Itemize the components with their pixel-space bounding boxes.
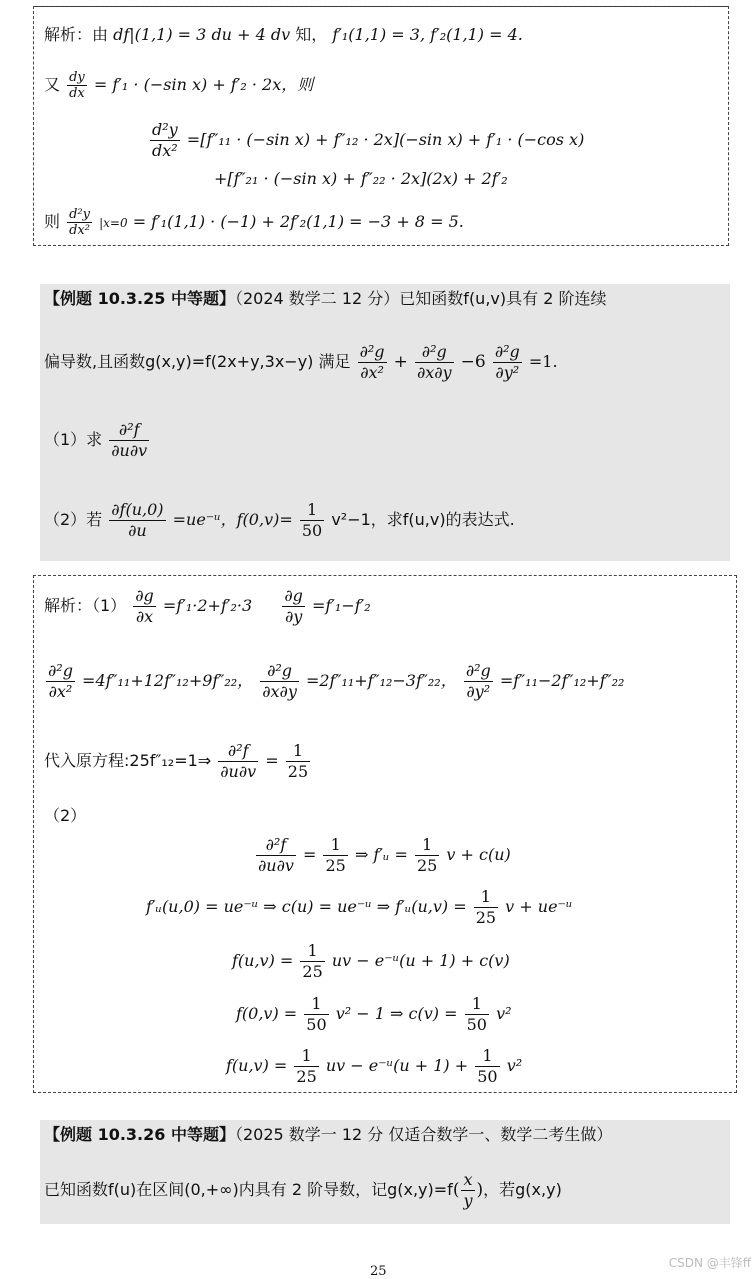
numerator: ∂²f <box>218 741 258 762</box>
example26-line-1 <box>44 1124 612 1146</box>
fraction <box>475 1046 499 1087</box>
solution1-line-2 <box>44 70 313 101</box>
denominator: 25 <box>475 908 497 927</box>
numerator: 1 <box>300 500 324 521</box>
math: +[f″₂₁ · (−sin x) + f″₂₂ · 2x](2x) + 2f′₂ <box>214 169 508 188</box>
numerator: d²y <box>69 207 90 222</box>
solution2-eq-2 <box>146 887 572 928</box>
text: =1. <box>528 352 558 371</box>
solution2-part-2-label <box>44 805 86 827</box>
numerator: ∂²f <box>256 835 296 856</box>
math: uv − e⁻ᵘ(u + 1) + c(v) <box>331 951 510 970</box>
example-header: 【例题 10.3.25 中等题】 <box>44 289 235 308</box>
numerator: 1 <box>294 1046 318 1067</box>
fraction <box>109 500 165 541</box>
fraction <box>256 835 296 876</box>
numerator: ∂²g <box>465 661 491 680</box>
numerator: ∂²g <box>48 661 73 680</box>
denominator: ∂u <box>128 521 147 540</box>
fraction <box>294 1046 318 1087</box>
numerator: 1 <box>286 741 310 762</box>
numerator: 1 <box>300 941 324 962</box>
fraction <box>415 342 454 383</box>
math: f(u,v) = <box>226 1056 288 1075</box>
text: 知， <box>295 25 328 44</box>
solution1-line-4 <box>214 168 508 190</box>
fraction <box>465 994 489 1035</box>
fraction <box>304 994 328 1035</box>
math: =2f″₁₁+f″₁₂−3f″₂₂， <box>305 671 457 690</box>
numerator: ∂g <box>284 586 303 605</box>
math: =f′₁−f′₂ <box>311 596 371 615</box>
example25-line-1 <box>44 288 606 310</box>
example-header: 【例题 10.3.26 中等题】 <box>44 1125 235 1144</box>
denominator: 25 <box>296 1067 317 1086</box>
solution2-eq-3 <box>232 941 510 982</box>
example-26-panel <box>40 1120 730 1224</box>
solution1-line-1 <box>44 24 523 46</box>
math: v + ue⁻ᵘ <box>505 897 573 916</box>
denominator: dx <box>69 86 85 101</box>
math: ⇒ f′ᵤ = <box>354 845 408 864</box>
numerator: 1 <box>304 994 328 1015</box>
text: 解析：（1） <box>44 596 127 615</box>
math: =4f″₁₁+12f″₁₂+9f″₂₂， <box>82 671 254 690</box>
watermark: CSDN @丰锋ff <box>668 1256 751 1270</box>
denominator: 50 <box>466 1015 487 1034</box>
numerator: dy <box>69 70 85 85</box>
numerator: ∂²g <box>359 342 385 361</box>
solution-box-2 <box>33 575 737 1093</box>
math: f′ᵤ(u,0) = ue⁻ᵘ ⇒ c(u) = ue⁻ᵘ ⇒ f′ᵤ(u,v) = <box>146 897 467 916</box>
minus: −6 <box>460 352 486 372</box>
example-25-panel <box>40 284 730 561</box>
evaluation-bar: |x=0 <box>99 216 128 230</box>
fraction <box>474 887 498 928</box>
denominator: 25 <box>302 962 323 981</box>
numerator: ∂²g <box>494 342 520 361</box>
numerator: ∂f(u,0) <box>111 500 164 519</box>
example-meta: （2025 数学一 12 分 仅适合数学一、数学二考生做） <box>234 1125 613 1144</box>
fraction <box>109 420 149 461</box>
fraction <box>300 500 324 541</box>
denominator: 25 <box>287 762 309 781</box>
denominator: dx² <box>69 223 90 238</box>
equals: = <box>265 751 279 770</box>
numerator: x <box>461 1170 474 1191</box>
denominator: ∂x² <box>360 363 384 382</box>
example25-question-2 <box>44 500 515 541</box>
denominator: ∂y <box>284 607 303 626</box>
solution2-line-2 <box>44 661 624 702</box>
text: 解析：由 <box>44 25 109 44</box>
fraction <box>300 941 324 982</box>
fraction <box>67 207 92 238</box>
denominator: 50 <box>306 1015 327 1034</box>
fraction <box>218 741 258 782</box>
page-number: 25 <box>370 1264 387 1279</box>
text: （2） <box>44 806 87 825</box>
denominator: ∂x∂y <box>416 363 452 382</box>
denominator: ∂y² <box>466 682 491 701</box>
math: =f′₁·2+f′₂·3 <box>162 596 253 615</box>
example25-question-1 <box>44 420 151 461</box>
numerator: ∂²f <box>109 420 149 441</box>
fraction <box>286 741 310 782</box>
denominator: ∂x∂y <box>262 682 297 701</box>
solution1-line-5 <box>44 207 464 238</box>
denominator: ∂x <box>135 607 154 626</box>
denominator: 50 <box>477 1067 498 1086</box>
math: =[f″₁₁ · (−sin x) + f″₁₂ · 2x](−sin x) + f′₁ · (−cos x) <box>186 130 585 149</box>
fraction <box>150 120 180 161</box>
solution2-eq-5 <box>226 1046 522 1087</box>
numerator: ∂²g <box>260 661 299 682</box>
denominator: ∂x² <box>48 682 73 701</box>
denominator: ∂y² <box>495 363 520 382</box>
fraction <box>415 835 439 876</box>
math: = f′₁(1,1) · (−1) + 2f′₂(1,1) = −3 + 8 = 5. <box>132 212 464 231</box>
denominator: ∂u∂v <box>258 856 294 875</box>
text: 则 <box>44 212 61 231</box>
math: uv − e⁻ᵘ(u + 1) + <box>325 1056 469 1075</box>
numerator: d²y <box>152 120 178 139</box>
fraction <box>358 342 387 383</box>
text: 已知函数f(u)在区间(0,+∞)内具有 2 阶导数，记g(x,y)=f <box>44 1180 453 1199</box>
fraction <box>67 70 87 101</box>
numerator: 1 <box>475 1046 499 1067</box>
solution2-eq-1 <box>254 835 511 876</box>
fraction <box>260 661 299 702</box>
text: v²−1，求f(u,v)的表达式. <box>331 510 515 529</box>
example25-line-2 <box>44 342 558 383</box>
math: v² − 1 ⇒ c(v) = <box>335 1004 458 1023</box>
math: f′₁(1,1) = 3, f′₂(1,1) = 4. <box>332 25 523 44</box>
math: df|(1,1) = 3 du + 4 dv <box>113 25 291 44</box>
denominator: 25 <box>416 856 438 875</box>
math: =ue⁻ᵘ，f(0,v)= <box>172 510 293 529</box>
fraction <box>493 342 522 383</box>
fraction <box>323 835 347 876</box>
text: 偏导数,且函数g(x,y)=f(2x+y,3x−y) 满足 <box>44 352 351 371</box>
math: = f′₁ · (−sin x) + f′₂ · 2x，则 <box>93 75 314 94</box>
text: 又 <box>44 75 61 94</box>
denominator: 25 <box>325 856 346 875</box>
denominator: y <box>463 1191 473 1210</box>
solution-box-1 <box>33 6 729 246</box>
numerator: ∂g <box>135 586 154 605</box>
denominator: ∂u∂v <box>111 441 148 460</box>
example26-line-2: 已知函数f(u)在区间(0,+∞)内具有 2 阶导数，记g(x,y)=f( $\frac{x}{y}$ )，若g(x,y) <box>44 1170 562 1210</box>
solution2-line-3 <box>44 741 312 782</box>
example-meta: （2024 数学二 12 分）已知函数f(u,v)具有 2 阶连续 <box>234 289 607 308</box>
math: f(u,v) = <box>232 951 294 970</box>
numerator: 1 <box>465 994 489 1015</box>
plus: + <box>393 352 408 372</box>
fraction <box>133 586 156 627</box>
text: （1）求 <box>44 430 103 449</box>
math: v + c(u) <box>446 845 511 864</box>
solution1-line-3 <box>148 120 584 161</box>
math: v² <box>496 1004 512 1023</box>
denominator: ∂u∂v <box>220 762 257 781</box>
denominator: 50 <box>301 521 323 540</box>
math: f(0,v) = <box>236 1004 298 1023</box>
text: 代入原方程:25f″₁₂=1⇒ <box>44 751 212 770</box>
denominator: dx² <box>152 141 178 160</box>
solution2-line-1 <box>44 586 371 627</box>
math: =f″₁₁−2f″₁₂+f″₂₂ <box>499 671 625 690</box>
solution2-eq-4 <box>236 994 512 1035</box>
fraction <box>282 586 305 627</box>
equals: = <box>302 845 317 864</box>
numerator: 1 <box>415 835 439 856</box>
fraction <box>46 661 75 702</box>
numerator: ∂²g <box>415 342 454 363</box>
text: （2）若 <box>44 510 103 529</box>
numerator: 1 <box>323 835 347 856</box>
math: v² <box>506 1056 523 1075</box>
numerator: 1 <box>474 887 498 908</box>
text: ，若g(x,y) <box>483 1180 562 1199</box>
fraction <box>461 1170 474 1211</box>
fraction <box>464 661 493 702</box>
